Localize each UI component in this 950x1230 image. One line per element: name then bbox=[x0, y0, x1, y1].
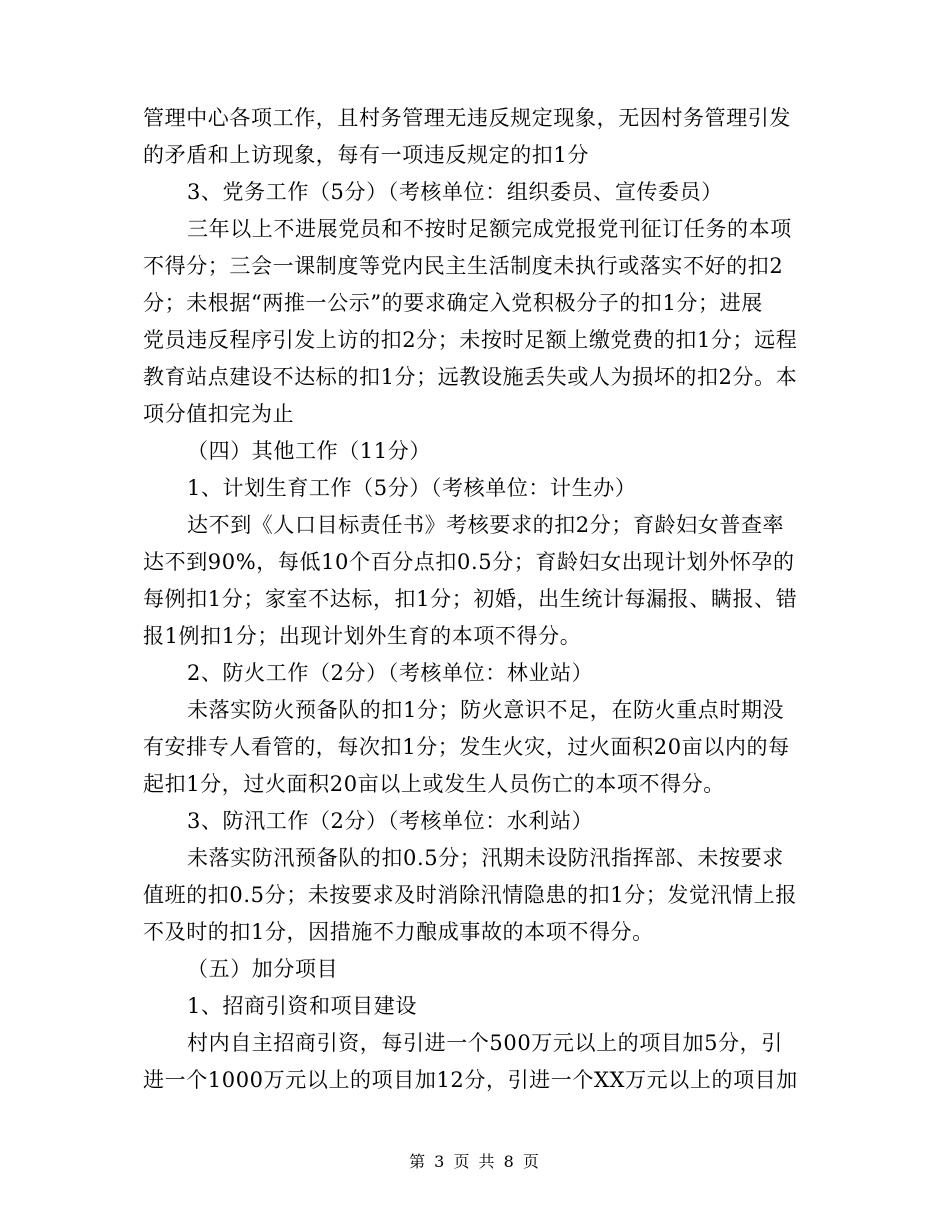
text-line: 每例扣1分；家室不达标，扣1分；初婚，出生统计每漏报、瞒报、错 bbox=[143, 587, 798, 611]
text-line: 分；未根据“两推一公示”的要求确定入党积极分子的扣1分；进展 bbox=[143, 291, 763, 315]
text-line: 达不到《人口目标责任书》考核要求的扣2分；育龄妇女普查率 bbox=[187, 513, 785, 537]
text-line: 报1例扣1分；出现计划外生育的本项不得分。 bbox=[143, 624, 582, 648]
section-heading: （四）其他工作（11分） bbox=[187, 439, 431, 463]
page-footer: 第 3 页 共 8 页 bbox=[409, 1152, 541, 1171]
text-line: 教育站点建设不达标的扣1分；远教设施丢失或人为损坏的扣2分。本 bbox=[143, 365, 798, 389]
section-heading: 3、防汛工作（2分）（考核单位：水利站） bbox=[187, 809, 594, 833]
text-line: 未落实防汛预备队的扣0.5分；汛期未设防汛指挥部、未按要求 bbox=[187, 846, 784, 870]
section-heading: 3、党务工作（5分）（考核单位：组织委员、宣传委员） bbox=[187, 180, 723, 204]
text-line: 达不到90%，每低10个百分点扣0.5分；育龄妇女出现计划外怀孕的 bbox=[143, 550, 795, 574]
text-line: 村内自主招商引资，每引进一个500万元以上的项目加5分，引 bbox=[187, 1031, 783, 1055]
section-heading: 1、计划生育工作（5分）（考核单位：计生办） bbox=[187, 476, 637, 500]
section-heading: 2、防火工作（2分）（考核单位：林业站） bbox=[187, 661, 594, 685]
section-heading: 1、招商引资和项目建设 bbox=[187, 994, 417, 1018]
text-line: 的矛盾和上访现象，每有一项违反规定的扣1分 bbox=[143, 143, 589, 167]
text-line: 项分值扣完为止 bbox=[143, 402, 295, 426]
text-line: 进一个1000万元以上的项目加12分，引进一个XX万元以上的项目加 bbox=[143, 1068, 798, 1092]
text-line: 党员违反程序引发上访的扣2分；未按时足额上缴党费的扣1分；远程 bbox=[143, 328, 798, 352]
text-line: 不得分；三会一课制度等党内民主生活制度未执行或落实不好的扣2 bbox=[143, 254, 784, 278]
document-body bbox=[143, 100, 813, 1099]
text-line: 管理中心各项工作，且村务管理无违反规定现象，无因村务管理引发 bbox=[143, 106, 791, 130]
text-line: 未落实防火预备队的扣1分；防火意识不足，在防火重点时期没 bbox=[187, 698, 785, 722]
section-heading: （五）加分项目 bbox=[187, 957, 339, 981]
text-line: 值班的扣0.5分；未按要求及时消除汛情隐患的扣1分；发觉汛情上报 bbox=[143, 883, 797, 907]
text-line: 有安排专人看管的，每次扣1分；发生火灾，过火面积20亩以内的每 bbox=[143, 735, 790, 759]
text-line: 不及时的扣1分，因措施不力酿成事故的本项不得分。 bbox=[143, 920, 654, 944]
text-line: 起扣1分，过火面积20亩以上或发生人员伤亡的本项不得分。 bbox=[143, 772, 725, 796]
text-line: 三年以上不进展党员和不按时足额完成党报党刊征订任务的本项 bbox=[187, 217, 792, 241]
